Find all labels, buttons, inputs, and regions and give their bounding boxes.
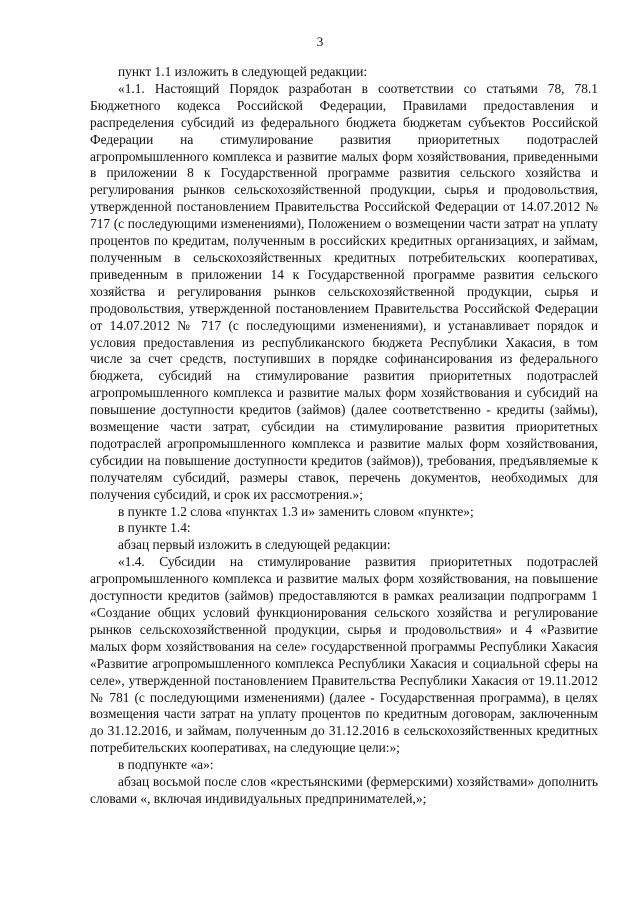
- paragraph-subitem-a: в подпункте «а»:: [118, 757, 214, 773]
- paragraph-item-1-1-text: «1.1. Настоящий Порядок разработан в соответствии со статьями 78, 78.1 Бюджетного кодекса Российской Федерации, Правилами предоставления и распределения субсидий из федерального бюджета бюджетам субъектов Российской Федерации на стимулирование развития приоритетных подотраслей агропромышленного комплекса и развитие малых форм хозяйствования, приведенными в приложении 8 к Государственной программе развития сельского хозяйства и регулирования рынков сельскохозяйственной продукции, сырья и продовольствия, утвержденной постановлением Правительства Российской Федерации от 14.07.2012 № 717 (с последующими изменениями), Положением о возмещении части затрат на уплату процентов по кредитам, полученным в российских кредитных организациях, и займам, полученным в сельскохозяйственных кредитных потребительских кооперативах, приведенным в приложении 14 к Государственной программе развития сельского хозяйства и регулирования рынков сельскохозяйственной продукции, сырья и продовольствия, утвержденной постановлением Правительства Российской Федерации от 14.07.2012 № 717 (с последующими изменениями), и устанавливает порядок и условия предоставления из республиканского бюджета Республики Хакасия, в том числе за счет средств, поступивших в порядке софинансирования из федерального бюджета, субсидий на стимулирование развития приоритетных подотраслей агропромышленного комплекса и развитие малых форм хозяйствования и субсидий на повышение доступности кредитов (займов) (далее соответственно - кредиты (займы), возмещение части затрат, субсидии на стимулирование развития приоритетных подотраслей агропромышленного комплекса и развитие малых форм хозяйствования, субсидии на повышение доступности кредитов (займов)), требования, предъявляемые к получателям субсидий, размеры ставок, перечень документов, необходимых для получения субсидий, и срок их рассмотрения.»;: [90, 80, 598, 502]
- page-number: 3: [316, 34, 324, 49]
- paragraph-abzac-eight: абзац восьмой после слов «крестьянскими (фермерскими) хозяйствами» дополнить словами «, включая индивидуальных предпринимателей,»;: [90, 774, 598, 806]
- paragraph-first-abzac-note: абзац первый изложить в следующей редакции:: [118, 537, 391, 553]
- paragraph-item-1-4-text: «1.4. Субсидии на стимулирование развития приоритетных подотраслей агропромышленного комплекса и развитие малых форм хозяйствования, на повышение доступности кредитов (займов) предоставляются в рамках реализации подпрограмм 1 «Создание общих условий функционирования сельского хозяйства и регулирование рынков сельскохозяйственной продукции, сырья и продовольствия» и 4 «Развитие малых форм хозяйствования на селе» государственной программы Республики Хакасия «Развитие агропромышленного комплекса Республики Хакасия и социальной сферы на селе», утвержденной постановлением Правительства Республики Хакасия от 19.11.2012 № 781 (с последующими изменениями) (далее - Государственная программа), в целях возмещения части затрат на уплату процентов по кредитным договорам, заключенным до 31.12.2016, и займам, полученным до 31.12.2016 в сельскохозяйственных кредитных потребительских кооперативах, на следующие цели:»;: [90, 554, 598, 756]
- paragraph-item-1-2: в пункте 1.2 слова «пунктах 1.3 и» заменить словом «пункте»;: [118, 503, 474, 519]
- paragraph-intro-1-1: пункт 1.1 изложить в следующей редакции:: [118, 64, 368, 79]
- paragraph-item-1-4-header: в пункте 1.4:: [118, 520, 191, 536]
- document-body: [90, 64, 598, 808]
